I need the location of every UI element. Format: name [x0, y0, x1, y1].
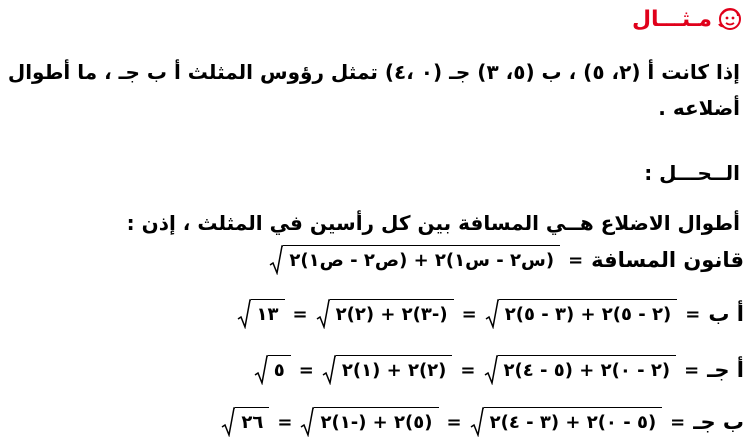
side-label: أ جـ — [707, 358, 744, 382]
sqrt-sign-icon — [470, 407, 484, 437]
problem-line-1: إذا كانت أ (٢، ٥) ، ب (٥، ٣) جـ (٠ ،٤) تمثل رؤوس المثلث أ ب جـ ، ما أطوال — [7, 60, 740, 84]
sqrt-expression — [237, 299, 285, 329]
equals-sign: = — [292, 303, 308, 325]
side-ac-row — [8, 350, 744, 390]
solution-intro: أطوال الاضلاع هــي المسافة بين كل رأسين في المثلث ، إذن : — [126, 211, 740, 235]
solution-heading: الــحـــل : — [644, 161, 740, 185]
sqrt-sign-icon — [269, 245, 283, 275]
sqrt-expression — [269, 245, 560, 275]
sqrt-expression — [484, 355, 677, 385]
sqrt-expression — [300, 407, 438, 437]
example-title: مـثـــال — [631, 6, 712, 32]
equals-sign: = — [685, 303, 701, 325]
sqrt-sign-icon — [237, 299, 251, 329]
side-label: أ ب — [708, 302, 744, 326]
radicand: (٢ - ٠)٢ + (٥ - ٤)٢ — [498, 355, 677, 385]
sqrt-expression — [485, 299, 678, 329]
sqrt-sign-icon — [300, 407, 314, 437]
radicand: (٥)٢ + (-١)٢ — [314, 407, 438, 437]
side-label: ب جـ — [693, 410, 744, 434]
equals-sign: = — [684, 359, 700, 381]
side-bc-row — [8, 402, 744, 442]
equals-sign: = — [277, 411, 293, 433]
thinking-face-icon — [716, 6, 742, 32]
equals-sign: = — [461, 303, 477, 325]
problem-line-2: أضلاعه . — [658, 96, 740, 120]
equals-sign: = — [298, 359, 314, 381]
sqrt-expression — [470, 407, 663, 437]
radicand: ٢٦ — [235, 407, 269, 437]
radicand: (٢)٢ + (١)٢ — [336, 355, 453, 385]
distance-formula — [8, 240, 744, 280]
sqrt-sign-icon — [322, 355, 336, 385]
sqrt-sign-icon — [221, 407, 235, 437]
radicand: (-٣)٢ + (٢)٢ — [330, 299, 454, 329]
radicand: (س٢ - س١)٢ + (ص٢ - ص١)٢ — [283, 245, 560, 275]
sqrt-expression — [254, 355, 291, 385]
sqrt-sign-icon — [485, 299, 499, 329]
example-header — [632, 4, 742, 34]
equals-sign: = — [460, 359, 476, 381]
sqrt-sign-icon — [484, 355, 498, 385]
sqrt-expression — [221, 407, 269, 437]
equals-sign: = — [670, 411, 686, 433]
equals-sign: = — [446, 411, 462, 433]
radicand: ٥ — [268, 355, 291, 385]
sqrt-sign-icon — [254, 355, 268, 385]
sqrt-expression — [322, 355, 453, 385]
formula-label: قانون المسافة — [591, 248, 744, 272]
radicand: (٢ - ٥)٢ + (٣ - ٥)٢ — [499, 299, 678, 329]
sqrt-sign-icon — [316, 299, 330, 329]
radicand: (٥ - ٠)٢ + (٣ - ٤)٢ — [484, 407, 663, 437]
equals-sign: = — [568, 249, 584, 271]
sqrt-expression — [316, 299, 454, 329]
side-ab-row — [8, 294, 744, 334]
radicand: ١٣ — [251, 299, 285, 329]
